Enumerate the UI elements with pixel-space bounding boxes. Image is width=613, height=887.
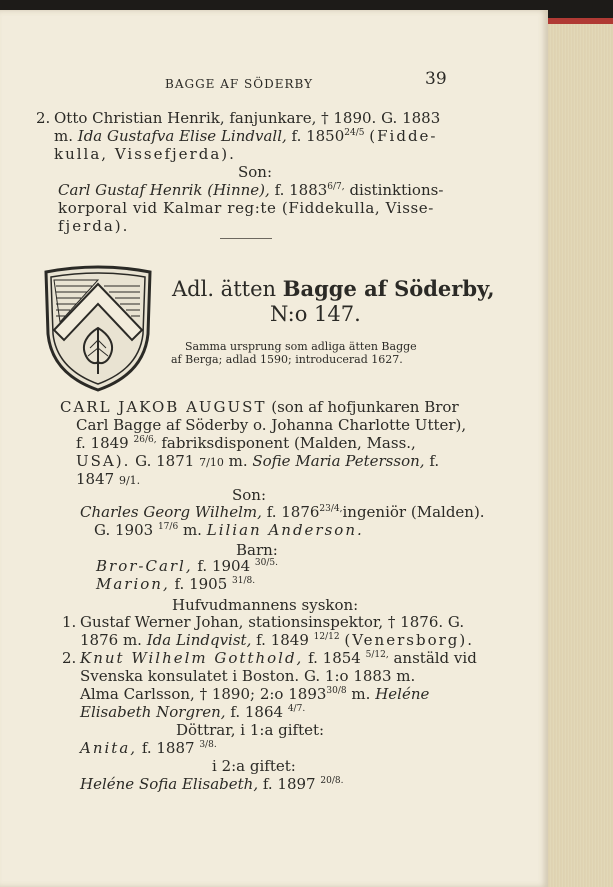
text-line: Elisabeth Norgren, f. 1864 $^{4/7.}$ (80, 703, 306, 721)
text-line: Otto Christian Henrik, fanjunkare, † 1890. G. 1883 (54, 109, 441, 127)
text-line: kulla, Vissefjerda). (54, 145, 236, 163)
son-label: Son: (232, 486, 267, 504)
running-title: BAGGE AF SÖDERBY (165, 77, 314, 91)
entry-number: 2. (62, 649, 77, 667)
entry-number: 2. (36, 109, 51, 127)
entry-number: 1. (62, 613, 77, 631)
section-heading: Hufvudmannens syskon: (172, 596, 359, 614)
text-line: USA). G. 1871 7/10 m. Sofie Maria Petersson, f. (76, 452, 440, 470)
sub-heading: i 2:a giftet: (212, 757, 296, 775)
separator-rule (220, 238, 272, 239)
text-line: m. Ida Gustafva Elise Lindvall, f. $1850^{24/5}$ (Fidde- (54, 127, 438, 145)
text-line: Carl Gustaf Henrik (Hinne), f. $1883^{6/7,}$ distinktions- (58, 181, 444, 199)
text-line: korporal vid Kalmar reg:te (Fiddekulla, Visse- (58, 199, 434, 217)
text-line: fjerda). (58, 217, 130, 235)
text-line: 1847 9/1. (76, 470, 141, 488)
text-line: Anita, f. 1887 $^{3/8.}$ (80, 739, 217, 757)
text-line: Charles Georg Wilhelm, f. $1876^{23/4,}ingeniör$ (Malden). (80, 503, 485, 521)
text-line: CARL JAKOB AUGUST (son af hofjunkaren Bror (60, 398, 459, 416)
text-line: Heléne Sofia Elisabeth, f. 1897 $^{20/8.}$ (80, 775, 344, 793)
coat-of-arms-shield (40, 264, 156, 394)
page-number: 39 (425, 69, 447, 89)
text-line: Marion, f. 1905 $^{31/8.}$ (96, 575, 256, 593)
page-stack-edges (540, 24, 613, 887)
sub-heading: Döttrar, i 1:a giftet: (176, 721, 325, 739)
text-line: Carl Bagge af Söderby o. Johanna Charlotte Utter), (76, 416, 467, 434)
family-note: af Berga; adlad 1590; introducerad 1627. (171, 353, 403, 366)
text-line: G. 1903 $^{17/6}$ m. Lilian Anderson. (94, 521, 364, 539)
text-line: Alma Carlsson, † 1890; 2:o $1893^{30/8}$ m. Heléne (80, 685, 430, 703)
family-note: Samma ursprung som adliga ätten Bagge (185, 340, 417, 353)
son-label: Son: (238, 163, 273, 181)
text-line: Bror-Carl, f. 1904 $^{30/5.}$ (96, 557, 278, 575)
barn-label: Barn: (236, 541, 278, 559)
text-line: Knut Wilhelm Gotthold, f. 1854 $^{5/12,}$ anstäld vid (80, 649, 477, 667)
text-line: f. 1849 $^{26/6,}$ fabriksdisponent (Malden, Mass., (76, 434, 416, 452)
family-number: N:o 147. (270, 302, 361, 326)
text-line: Svenska konsulatet i Boston. G. 1:o 1883 m. (80, 667, 416, 685)
text-line: Gustaf Werner Johan, stationsinspektor, † 1876. G. (80, 613, 465, 631)
text-line: 1876 m. Ida Lindqvist, f. 1849 $^{12/12}$ (Venersborg). (80, 631, 474, 649)
family-title: Adl. ätten Bagge af Söderby, (172, 276, 495, 301)
